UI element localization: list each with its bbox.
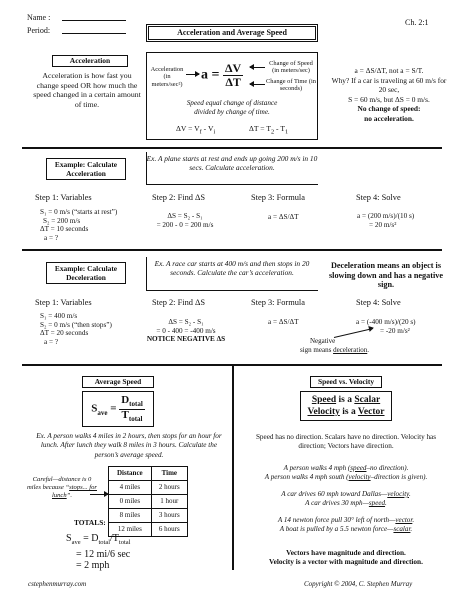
acceleration-numerator: ΔV	[224, 61, 242, 75]
avg-speed-label-box	[82, 376, 154, 388]
acceleration-label: Acceleration	[69, 56, 111, 65]
acceleration-definition: Acceleration is how fast you change speed OR how much the speed changed in a certain amount of time.	[33, 71, 141, 109]
ex6-end: .	[410, 525, 413, 534]
example2-label-box	[46, 262, 126, 284]
ex4-end: .	[385, 499, 387, 508]
example2-problem: Ex. A race car starts at 400 m/s and then stops in 20 seconds. Calculate the car’s acceleration.	[154, 259, 310, 277]
footer-website: cstephenmurray.com	[28, 580, 87, 588]
example2-step1-title: Step 1: Variables	[35, 298, 92, 307]
example-line	[240, 516, 452, 525]
avg-speed-result-line-1	[66, 533, 130, 549]
distance-cell: 0 miles	[109, 495, 152, 509]
negative-delta-note: NOTICE NEGATIVE ΔS	[146, 335, 226, 344]
side-note-line-2: Why? If a car is traveling at 60 m/s for 20 sec,	[331, 75, 447, 95]
ex4-key: speed	[368, 499, 386, 508]
avg-speed-equals: =	[107, 402, 117, 415]
example1-step3-title: Step 3: Formula	[251, 193, 305, 202]
avg-speed-ave-sub: ave	[97, 408, 108, 417]
change-speed-arrow	[250, 67, 265, 68]
time-cell: 3 hours	[151, 509, 187, 523]
delta-v-mid: - V	[201, 124, 214, 133]
example1-step1-line: ΔT = 10 seconds	[40, 225, 89, 234]
example1-step4-lines	[357, 212, 414, 229]
careful-text-1: Careful—distance is 0 miles because “	[27, 476, 92, 491]
speed-scalar-line	[301, 394, 391, 406]
example-line	[240, 490, 452, 499]
example2-step1-line: S₂ = 0 m/s (“then stops”)	[40, 320, 112, 329]
ex6-text: A boat is pulled by a 5.5 newton force—	[279, 525, 394, 534]
vector-word: Vector	[357, 407, 385, 417]
negative-sign-text: sign means	[300, 345, 334, 354]
example1-step4-title: Step 4: Solve	[356, 193, 401, 202]
example2-problem-border-bottom	[146, 290, 318, 291]
ex5-end: .	[412, 515, 415, 524]
result-t-sub: total	[118, 539, 131, 546]
careful-arrow	[90, 494, 108, 495]
avg-speed-d-sub: total	[129, 400, 143, 409]
change-time-arrow	[250, 84, 265, 85]
delta-v-sub-i: i	[213, 128, 216, 136]
example2-step1-line: a = ?	[44, 337, 59, 346]
ex3-text: A car drives 60 mph toward Dallas—	[281, 489, 388, 498]
table-row	[109, 495, 188, 509]
deceleration-note: Deceleration means an object is slowing down and has a negative sign.	[329, 261, 443, 290]
table-header-row	[109, 467, 188, 481]
example-line	[240, 473, 452, 482]
side-note-line-1: a = ΔS/ΔT, not a = S/T.	[354, 66, 424, 75]
side-note-line-4: No change of speed:	[357, 104, 421, 114]
result-t: /T	[110, 533, 119, 544]
result-d-sub: total	[98, 539, 111, 546]
example1-problem: Ex. A plane starts at rest and ends up going 200 m/s in 10 secs. Calculate acceleration.	[146, 152, 318, 184]
avg-speed-fraction	[119, 395, 145, 423]
avg-speed-problem: Ex. A person walks 4 miles in 2 hours, then stops for an hour for lunch. After lunch they walk 8 miles in 3 hours. Calculate the person’s average speed.	[36, 432, 222, 459]
ex6-key: scalar	[393, 525, 411, 534]
is-a-1: is a	[336, 395, 355, 405]
footer-copyright: Copyright © 2004, C. Stephen Murray	[304, 580, 413, 588]
example2-problem-border-left	[146, 257, 147, 290]
example2-step3-line: a = ΔS/ΔT	[268, 318, 299, 326]
example2-step1-line: S₁ = 400 m/s	[40, 312, 78, 320]
speed-velocity-para: Speed has no direction. Scalars have no direction. Velocity has direction; Vectors have direction.	[255, 433, 437, 451]
example2-label: Example: Calculate Deceleration	[54, 264, 118, 282]
example1-step4-line: a = (200 m/s)/(10 s)	[357, 212, 415, 220]
acceleration-arrow	[186, 74, 199, 75]
total-distance-cell: 12 miles	[109, 523, 152, 537]
chapter-label: Ch. 2:1	[405, 18, 429, 27]
delta-t-equation	[249, 124, 288, 136]
example2-step4-lines	[356, 318, 416, 335]
avg-speed-formula-box	[82, 391, 154, 427]
page-title	[146, 24, 318, 42]
divider-1	[22, 147, 442, 149]
negative-sign-note-line-2	[300, 346, 370, 355]
result-d: = D	[80, 533, 99, 544]
acceleration-formula-lhs: a =	[201, 67, 220, 83]
scalar-word: Scalar	[354, 395, 381, 405]
avg-speed-numerator	[119, 395, 145, 410]
distance-cell: 8 miles	[109, 509, 152, 523]
example2-step4-line: a = (-400 m/s)/(20 s)	[356, 318, 416, 326]
acceleration-unit-label: Acceleration (in meters/sec²)	[150, 66, 184, 88]
velocity-word: Velocity	[307, 407, 340, 417]
conclusion-line-1: Vectors have magnitude and direction.	[286, 548, 406, 557]
acceleration-side-note	[330, 66, 448, 124]
speed-velocity-label: Speed vs. Velocity	[317, 377, 375, 386]
distance-time-table	[108, 466, 188, 537]
speed-word: Speed	[311, 395, 337, 405]
result-ave-sub: ave	[71, 539, 81, 546]
name-field[interactable]	[62, 20, 126, 21]
example1-step2-title: Step 2: Find ΔS	[152, 193, 206, 202]
example1-problem-border-bottom	[146, 184, 318, 185]
side-note-line-5: no acceleration.	[364, 113, 414, 123]
negative-sign-period: .	[367, 345, 370, 354]
delta-t-text: ΔT = T	[249, 124, 271, 133]
example1-problem-border-left	[146, 152, 147, 184]
delta-t-sub-1: 1	[284, 128, 289, 136]
time-cell: 1 hour	[151, 495, 187, 509]
example-line	[240, 499, 452, 508]
acceleration-denominator: ΔT	[225, 74, 241, 89]
ex2-text: A person walks 4 mph south (	[264, 473, 349, 482]
avg-speed-t-sub: total	[128, 414, 143, 423]
avg-speed-denominator	[120, 410, 145, 424]
acceleration-caption: Speed equal change of distance divided by change of time.	[186, 99, 278, 116]
example2-step2-line: = 0 - 400 = -400 m/s	[156, 326, 216, 335]
example1-step2-line: = 200 - 0 = 200 m/s	[156, 220, 214, 229]
avg-speed-t: T	[121, 408, 129, 421]
deceleration-underlined: deceleration	[333, 345, 368, 354]
avg-speed-s: S	[91, 402, 98, 415]
name-label: Name :	[27, 13, 51, 22]
example2-step1-lines	[40, 312, 112, 346]
speed-velocity-conclusion	[236, 548, 456, 567]
speed-velocity-examples	[240, 464, 452, 534]
example1-step1-title: Step 1: Variables	[35, 193, 92, 202]
totals-label: TOTALS:	[74, 518, 106, 527]
example1-step1-line: a = ?	[44, 233, 59, 242]
table-row	[109, 481, 188, 495]
acceleration-fraction	[223, 62, 243, 88]
ex3-end: .	[408, 489, 411, 498]
table-row	[109, 509, 188, 523]
example1-step1-line: S₁ = 0 m/s (“starts at rest”)	[40, 208, 118, 216]
careful-underlined: stops... for lunch	[52, 484, 97, 499]
distance-header: Distance	[109, 467, 152, 481]
example-line	[240, 464, 452, 473]
change-time-label: Change of Time (in seconds)	[266, 78, 316, 93]
period-label: Period:	[27, 26, 51, 35]
example1-step1-line: S₂ = 200 m/s	[43, 216, 81, 225]
example-line	[240, 525, 452, 534]
avg-speed-result	[66, 533, 130, 572]
conclusion-line-2: Velocity is a vector with magnitude and direction.	[269, 557, 423, 567]
time-cell: 2 hours	[151, 481, 187, 495]
acceleration-label-box	[52, 55, 128, 67]
delta-v-sub-f: f	[199, 128, 202, 136]
delta-t-sub-2: 2	[270, 128, 275, 136]
example1-step2-lines	[148, 212, 222, 229]
example2-step4-line: = -20 m/s²	[380, 326, 410, 335]
ex1-end: –no direction).	[366, 464, 409, 472]
example1-step3-line: a = ΔS/ΔT	[268, 213, 299, 221]
example2-step2-line: ΔS = S₂ - S₁	[168, 318, 204, 326]
ex2-end: –direction is given).	[370, 473, 428, 482]
example2-step2-lines	[144, 318, 228, 344]
speed-velocity-box	[300, 391, 392, 421]
careful-note	[26, 476, 98, 500]
total-time-cell: 6 hours	[151, 523, 187, 537]
ex5-text: A 14 newton force pull 30° left of north—	[277, 515, 396, 524]
velocity-vector-line	[301, 406, 391, 418]
period-field[interactable]	[62, 33, 126, 34]
example1-label: Example: Calculate Acceleration	[54, 160, 118, 178]
speed-velocity-label-box	[310, 376, 382, 388]
ex1-key: speed	[350, 464, 367, 472]
change-speed-label: Change of Speed (in meters/sec)	[269, 60, 313, 75]
example1-step2-line: ΔS = S₂ - S₁	[167, 212, 203, 220]
ex4-text: A car drives 30 mph—	[305, 499, 369, 508]
side-note-line-3: S = 60 m/s, but ΔS = 0 m/s.	[348, 94, 430, 104]
ex2-key: velocity	[348, 473, 371, 482]
example2-step2-title: Step 2: Find ΔS	[152, 298, 206, 307]
avg-speed-result-line-3: = 2 mph	[76, 560, 110, 571]
example1-step4-line: = 20 m/s²	[369, 220, 397, 229]
negative-sign-note-line-1: Negative	[310, 337, 336, 345]
avg-speed-label: Average Speed	[94, 377, 142, 386]
negative-sign-note	[300, 337, 370, 354]
avg-speed-d: D	[121, 394, 130, 406]
acceleration-formula	[201, 62, 243, 88]
avg-speed-result-line-2: = 12 mi/6 sec	[76, 548, 131, 560]
careful-text-3: ”.	[66, 492, 72, 499]
example2-step1-line: ΔT = 20 seconds	[40, 329, 89, 338]
example1-label-box	[46, 158, 126, 180]
page-title-text: Acceleration and Average Speed	[177, 28, 287, 37]
example2-step4-title: Step 4: Solve	[356, 298, 401, 307]
delta-v-equation	[176, 124, 215, 136]
example1-step1-lines	[40, 208, 117, 242]
distance-cell: 4 miles	[109, 481, 152, 495]
time-header: Time	[151, 467, 187, 481]
ex1-text: A person walks 4 mph (	[283, 464, 351, 472]
example2-step3-title: Step 3: Formula	[251, 298, 305, 307]
delta-v-text: ΔV = V	[176, 124, 200, 133]
column-divider	[232, 364, 234, 570]
ex5-key: vector	[395, 515, 413, 524]
divider-2	[22, 249, 442, 251]
ex3-key: velocity	[387, 489, 409, 498]
result-s: S	[66, 533, 72, 544]
is-a-2: is a	[339, 407, 358, 417]
delta-t-mid: - T	[274, 124, 285, 133]
